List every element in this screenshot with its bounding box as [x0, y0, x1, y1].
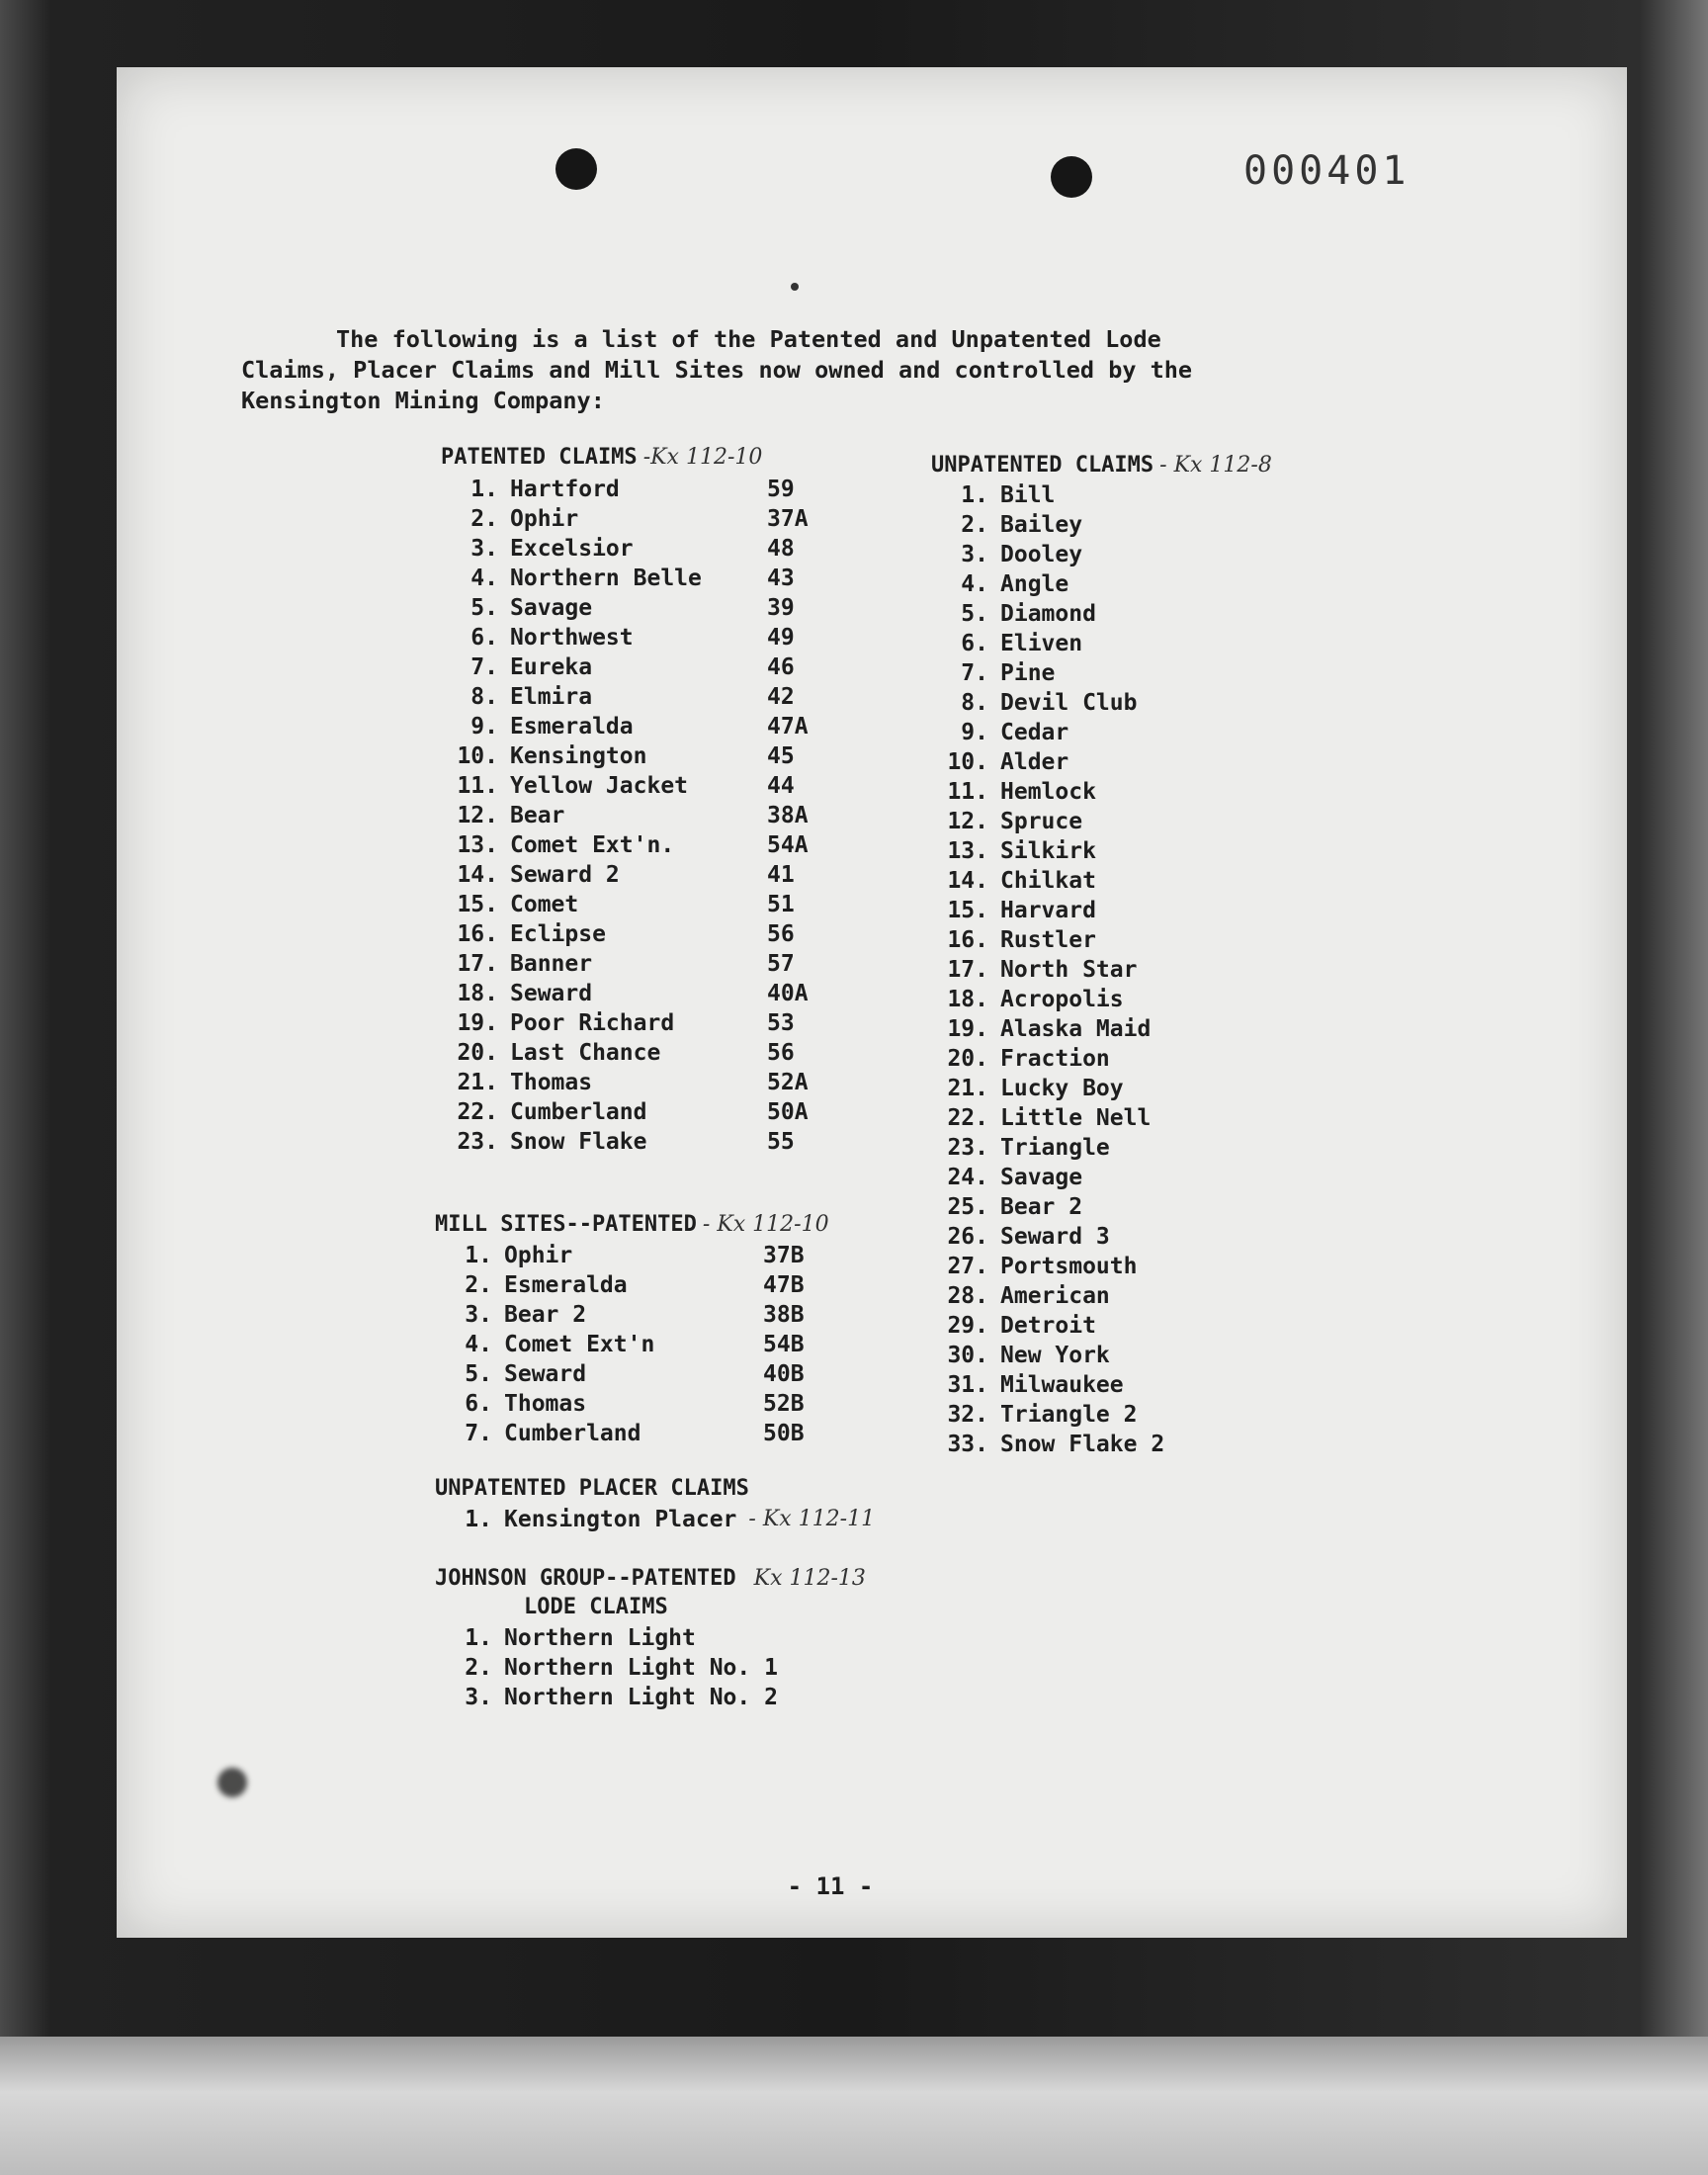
item-name: Comet Ext'n — [504, 1332, 655, 1357]
item-name: Little Nell — [1000, 1105, 1152, 1131]
item-number: 3. — [465, 1302, 492, 1328]
unpatented-placer-list — [435, 1505, 1028, 1534]
item-name: Milwaukee — [1000, 1372, 1124, 1398]
item-name: Eureka — [510, 654, 593, 680]
list-item — [931, 1430, 1346, 1459]
item-code: 40A — [767, 981, 809, 1006]
list-item — [441, 1038, 876, 1068]
item-code: 52A — [767, 1070, 809, 1095]
item-number: 1. — [470, 477, 498, 502]
item-number: 23. — [947, 1135, 988, 1161]
item-code: 38A — [767, 803, 809, 828]
list-item — [931, 569, 1346, 599]
item-name: Pine — [1000, 660, 1056, 686]
item-name: Bailey — [1000, 512, 1083, 538]
list-item — [931, 510, 1346, 540]
handwritten-annotation: - Kx 112-11 — [748, 1507, 876, 1531]
item-number: 18. — [947, 987, 988, 1012]
list-item — [435, 1419, 870, 1448]
item-name: Comet — [510, 892, 579, 917]
mill-sites-list — [435, 1241, 870, 1448]
item-number: 24. — [947, 1165, 988, 1190]
item-number: 3. — [961, 542, 988, 567]
item-name: Triangle — [1000, 1135, 1110, 1161]
item-code: 51 — [767, 892, 795, 917]
item-name: Lucky Boy — [1000, 1076, 1124, 1101]
item-number: 11. — [947, 779, 988, 805]
item-name: Comet Ext'n. — [510, 832, 675, 858]
list-item — [931, 955, 1346, 985]
item-number: 19. — [947, 1016, 988, 1042]
item-name: North Star — [1000, 957, 1138, 983]
list-item — [441, 1097, 876, 1127]
item-name: Triangle 2 — [1000, 1402, 1138, 1428]
list-item — [931, 836, 1346, 866]
johnson-group-heading — [435, 1566, 866, 1591]
item-name: Bear 2 — [504, 1302, 587, 1328]
unpatented-claims-list — [931, 480, 1346, 1459]
item-number: 6. — [961, 631, 988, 656]
item-name: Hemlock — [1000, 779, 1096, 805]
item-number: 7. — [470, 654, 498, 680]
item-number: 10. — [947, 749, 988, 775]
item-number: 5. — [961, 601, 988, 627]
item-name: Cumberland — [510, 1099, 647, 1125]
item-code: 54A — [767, 832, 809, 858]
list-item — [435, 1389, 870, 1419]
list-item — [441, 682, 876, 712]
item-code: 49 — [767, 625, 795, 651]
scan-bottom-strip — [0, 2037, 1708, 2175]
item-name: Kensington — [510, 743, 647, 769]
list-item — [435, 1623, 929, 1653]
item-number: 23. — [457, 1129, 498, 1155]
list-item — [931, 1163, 1346, 1192]
item-code: 50A — [767, 1099, 809, 1125]
item-number: 28. — [947, 1283, 988, 1309]
item-number: 15. — [457, 892, 498, 917]
list-item — [931, 1400, 1346, 1430]
item-name: Northern Light No. 1 — [504, 1655, 778, 1681]
list-item — [441, 712, 876, 741]
item-number: 8. — [961, 690, 988, 716]
list-item — [931, 896, 1346, 925]
item-name: Last Chance — [510, 1040, 661, 1066]
item-code: 40B — [763, 1361, 805, 1387]
list-item — [931, 629, 1346, 658]
item-number: 14. — [947, 868, 988, 894]
item-number: 6. — [470, 625, 498, 651]
item-code: 39 — [767, 595, 795, 621]
item-number: 1. — [465, 1243, 492, 1268]
intro-line: The following is a list of the Patented and Unpatented Lode — [336, 325, 1161, 353]
item-name: Banner — [510, 951, 593, 977]
patented-claims-heading — [441, 445, 762, 470]
list-item — [931, 688, 1346, 718]
mill-sites-heading — [435, 1212, 829, 1237]
item-number: 26. — [947, 1224, 988, 1250]
list-item — [435, 1270, 870, 1300]
heading-text: MILL SITES--PATENTED — [435, 1212, 697, 1237]
item-number: 25. — [947, 1194, 988, 1220]
item-code: 47A — [767, 714, 809, 740]
item-number: 12. — [947, 809, 988, 834]
item-number: 31. — [947, 1372, 988, 1398]
item-name: Excelsior — [510, 536, 634, 562]
list-item — [931, 1252, 1346, 1281]
heading-text: UNPATENTED PLACER CLAIMS — [435, 1476, 749, 1501]
item-code: 38B — [763, 1302, 805, 1328]
patented-claims-list — [441, 475, 876, 1157]
item-name: Thomas — [504, 1391, 587, 1417]
item-number: 4. — [465, 1332, 492, 1357]
list-item — [931, 1133, 1346, 1163]
list-item — [441, 475, 876, 504]
list-item — [931, 866, 1346, 896]
item-name: Alder — [1000, 749, 1069, 775]
item-code: 44 — [767, 773, 795, 799]
item-code: 53 — [767, 1010, 795, 1036]
list-item — [435, 1359, 870, 1389]
item-number: 30. — [947, 1343, 988, 1368]
item-name: Spruce — [1000, 809, 1083, 834]
item-code: 56 — [767, 921, 795, 947]
list-item — [441, 504, 876, 534]
item-number: 32. — [947, 1402, 988, 1428]
item-number: 5. — [465, 1361, 492, 1387]
heading-text: PATENTED CLAIMS — [441, 445, 638, 470]
stamp-number: 000401 — [1243, 148, 1410, 194]
item-number: 22. — [457, 1099, 498, 1125]
item-number: 13. — [947, 838, 988, 864]
item-number: 8. — [470, 684, 498, 710]
handwritten-annotation: Kx 112-13 — [753, 1566, 866, 1591]
item-number: 11. — [457, 773, 498, 799]
page-number: - 11 - — [787, 1872, 874, 1900]
item-number: 22. — [947, 1105, 988, 1131]
item-number: 21. — [457, 1070, 498, 1095]
item-number: 2. — [465, 1655, 492, 1681]
item-name: Acropolis — [1000, 987, 1124, 1012]
list-item — [435, 1683, 929, 1712]
list-item — [441, 919, 876, 949]
item-code: 47B — [763, 1272, 805, 1298]
list-item — [441, 1008, 876, 1038]
item-number: 7. — [465, 1421, 492, 1446]
item-number: 4. — [961, 571, 988, 597]
item-name: Fraction — [1000, 1046, 1110, 1072]
item-name: Esmeralda — [510, 714, 634, 740]
item-name: Cedar — [1000, 720, 1069, 745]
punch-hole-left — [555, 148, 597, 190]
item-name: Northern Belle — [510, 566, 702, 591]
item-name: Yellow Jacket — [510, 773, 689, 799]
list-item — [931, 1281, 1346, 1311]
list-item — [441, 593, 876, 623]
punch-hole-right — [1051, 156, 1092, 198]
item-name: Dooley — [1000, 542, 1083, 567]
list-item — [931, 985, 1346, 1014]
item-code: 57 — [767, 951, 795, 977]
item-name: Bear 2 — [1000, 1194, 1083, 1220]
handwritten-annotation: - Kx 112-10 — [702, 1212, 829, 1237]
list-item — [441, 890, 876, 919]
item-name: Seward — [510, 981, 593, 1006]
item-name: Portsmouth — [1000, 1254, 1138, 1279]
list-item — [931, 1192, 1346, 1222]
item-code: 52B — [763, 1391, 805, 1417]
list-item — [441, 534, 876, 564]
list-item — [441, 860, 876, 890]
item-number: 4. — [470, 566, 498, 591]
list-item — [931, 925, 1346, 955]
intro-paragraph — [241, 324, 1384, 416]
item-name: Poor Richard — [510, 1010, 675, 1036]
item-code: 42 — [767, 684, 795, 710]
item-name: Angle — [1000, 571, 1069, 597]
list-item — [931, 540, 1346, 569]
item-name: Silkirk — [1000, 838, 1096, 864]
heading-text: UNPATENTED CLAIMS — [931, 453, 1154, 478]
list-item — [435, 1330, 870, 1359]
item-number: 2. — [961, 512, 988, 538]
item-code: 46 — [767, 654, 795, 680]
item-code: 37A — [767, 506, 809, 532]
item-code: 54B — [763, 1332, 805, 1357]
list-item — [931, 807, 1346, 836]
list-item — [931, 1044, 1346, 1074]
item-number: 15. — [947, 898, 988, 923]
list-item — [441, 652, 876, 682]
item-name: Eclipse — [510, 921, 606, 947]
item-number: 13. — [457, 832, 498, 858]
item-code: 43 — [767, 566, 795, 591]
item-number: 1. — [465, 1625, 492, 1651]
list-item — [435, 1653, 929, 1683]
item-number: 2. — [465, 1272, 492, 1298]
item-name: Seward 3 — [1000, 1224, 1110, 1250]
list-item — [931, 658, 1346, 688]
item-name: Bill — [1000, 482, 1056, 508]
item-number: 19. — [457, 1010, 498, 1036]
item-number: 20. — [457, 1040, 498, 1066]
list-item — [441, 801, 876, 830]
item-name: Ophir — [504, 1243, 573, 1268]
list-item — [441, 1127, 876, 1157]
list-item — [931, 1341, 1346, 1370]
item-number: 3. — [465, 1685, 492, 1710]
ink-dot — [791, 283, 799, 291]
list-item — [441, 949, 876, 979]
item-name: Alaska Maid — [1000, 1016, 1152, 1042]
item-name: New York — [1000, 1343, 1110, 1368]
item-number: 17. — [457, 951, 498, 977]
item-name: Devil Club — [1000, 690, 1138, 716]
item-number: 9. — [470, 714, 498, 740]
item-code: 45 — [767, 743, 795, 769]
item-name: Savage — [1000, 1165, 1083, 1190]
list-item — [931, 1014, 1346, 1044]
list-item — [441, 830, 876, 860]
item-code: 37B — [763, 1243, 805, 1268]
item-name: Cumberland — [504, 1421, 641, 1446]
item-code: 56 — [767, 1040, 795, 1066]
list-item — [441, 564, 876, 593]
item-name: Hartford — [510, 477, 620, 502]
item-name: Northern Light — [504, 1625, 696, 1651]
item-name: Thomas — [510, 1070, 593, 1095]
item-number: 29. — [947, 1313, 988, 1339]
item-name: Northern Light No. 2 — [504, 1685, 778, 1710]
item-number: 3. — [470, 536, 498, 562]
item-name: Kensington Placer — [504, 1507, 737, 1532]
item-code: 50B — [763, 1421, 805, 1446]
item-number: 27. — [947, 1254, 988, 1279]
item-name: Rustler — [1000, 927, 1096, 953]
item-code: 55 — [767, 1129, 795, 1155]
list-item — [435, 1241, 870, 1270]
item-name: Diamond — [1000, 601, 1096, 627]
item-name: Chilkat — [1000, 868, 1096, 894]
ink-smudge — [217, 1768, 247, 1797]
list-item — [441, 1068, 876, 1097]
item-number: 33. — [947, 1432, 988, 1457]
list-item — [441, 741, 876, 771]
list-item — [931, 599, 1346, 629]
item-number: 17. — [947, 957, 988, 983]
item-number: 20. — [947, 1046, 988, 1072]
item-name: Bear — [510, 803, 565, 828]
item-number: 16. — [457, 921, 498, 947]
list-item — [931, 1222, 1346, 1252]
heading-text: LODE CLAIMS — [524, 1595, 668, 1619]
list-item — [441, 979, 876, 1008]
item-name: American — [1000, 1283, 1110, 1309]
item-name: Seward — [504, 1361, 587, 1387]
item-number: 12. — [457, 803, 498, 828]
list-item — [441, 623, 876, 652]
johnson-group-subheading — [524, 1595, 668, 1619]
intro-line: Claims, Placer Claims and Mill Sites now owned and controlled by the — [241, 356, 1193, 384]
item-name: Seward 2 — [510, 862, 620, 888]
item-name: Northwest — [510, 625, 634, 651]
item-number: 6. — [465, 1391, 492, 1417]
list-item — [931, 1103, 1346, 1133]
item-name: Eliven — [1000, 631, 1083, 656]
list-item — [435, 1300, 870, 1330]
list-item — [435, 1505, 1028, 1534]
heading-text: JOHNSON GROUP--PATENTED — [435, 1566, 736, 1591]
item-number: 5. — [470, 595, 498, 621]
list-item — [931, 480, 1346, 510]
item-number: 16. — [947, 927, 988, 953]
item-number: 1. — [961, 482, 988, 508]
list-item — [931, 1074, 1346, 1103]
item-number: 10. — [457, 743, 498, 769]
unpatented-placer-heading — [435, 1476, 749, 1501]
item-name: Esmeralda — [504, 1272, 628, 1298]
list-item — [931, 1370, 1346, 1400]
item-code: 48 — [767, 536, 795, 562]
handwritten-annotation: -Kx 112-10 — [642, 445, 763, 470]
item-name: Savage — [510, 595, 593, 621]
list-item — [441, 771, 876, 801]
item-name: Elmira — [510, 684, 593, 710]
item-code: 41 — [767, 862, 795, 888]
list-item — [931, 718, 1346, 747]
list-item — [931, 747, 1346, 777]
item-code: 59 — [767, 477, 795, 502]
item-name: Snow Flake — [510, 1129, 647, 1155]
list-item — [931, 1311, 1346, 1341]
list-item — [931, 777, 1346, 807]
johnson-group-list — [435, 1623, 929, 1712]
intro-line: Kensington Mining Company: — [241, 387, 605, 414]
item-name: Ophir — [510, 506, 579, 532]
item-number: 2. — [470, 506, 498, 532]
item-number: 1. — [465, 1507, 492, 1532]
item-number: 18. — [457, 981, 498, 1006]
item-number: 7. — [961, 660, 988, 686]
item-number: 14. — [457, 862, 498, 888]
item-name: Detroit — [1000, 1313, 1096, 1339]
item-name: Snow Flake 2 — [1000, 1432, 1165, 1457]
item-number: 21. — [947, 1076, 988, 1101]
item-name: Harvard — [1000, 898, 1096, 923]
unpatented-claims-heading — [931, 453, 1272, 478]
item-number: 9. — [961, 720, 988, 745]
handwritten-annotation: - Kx 112-8 — [1159, 453, 1272, 478]
